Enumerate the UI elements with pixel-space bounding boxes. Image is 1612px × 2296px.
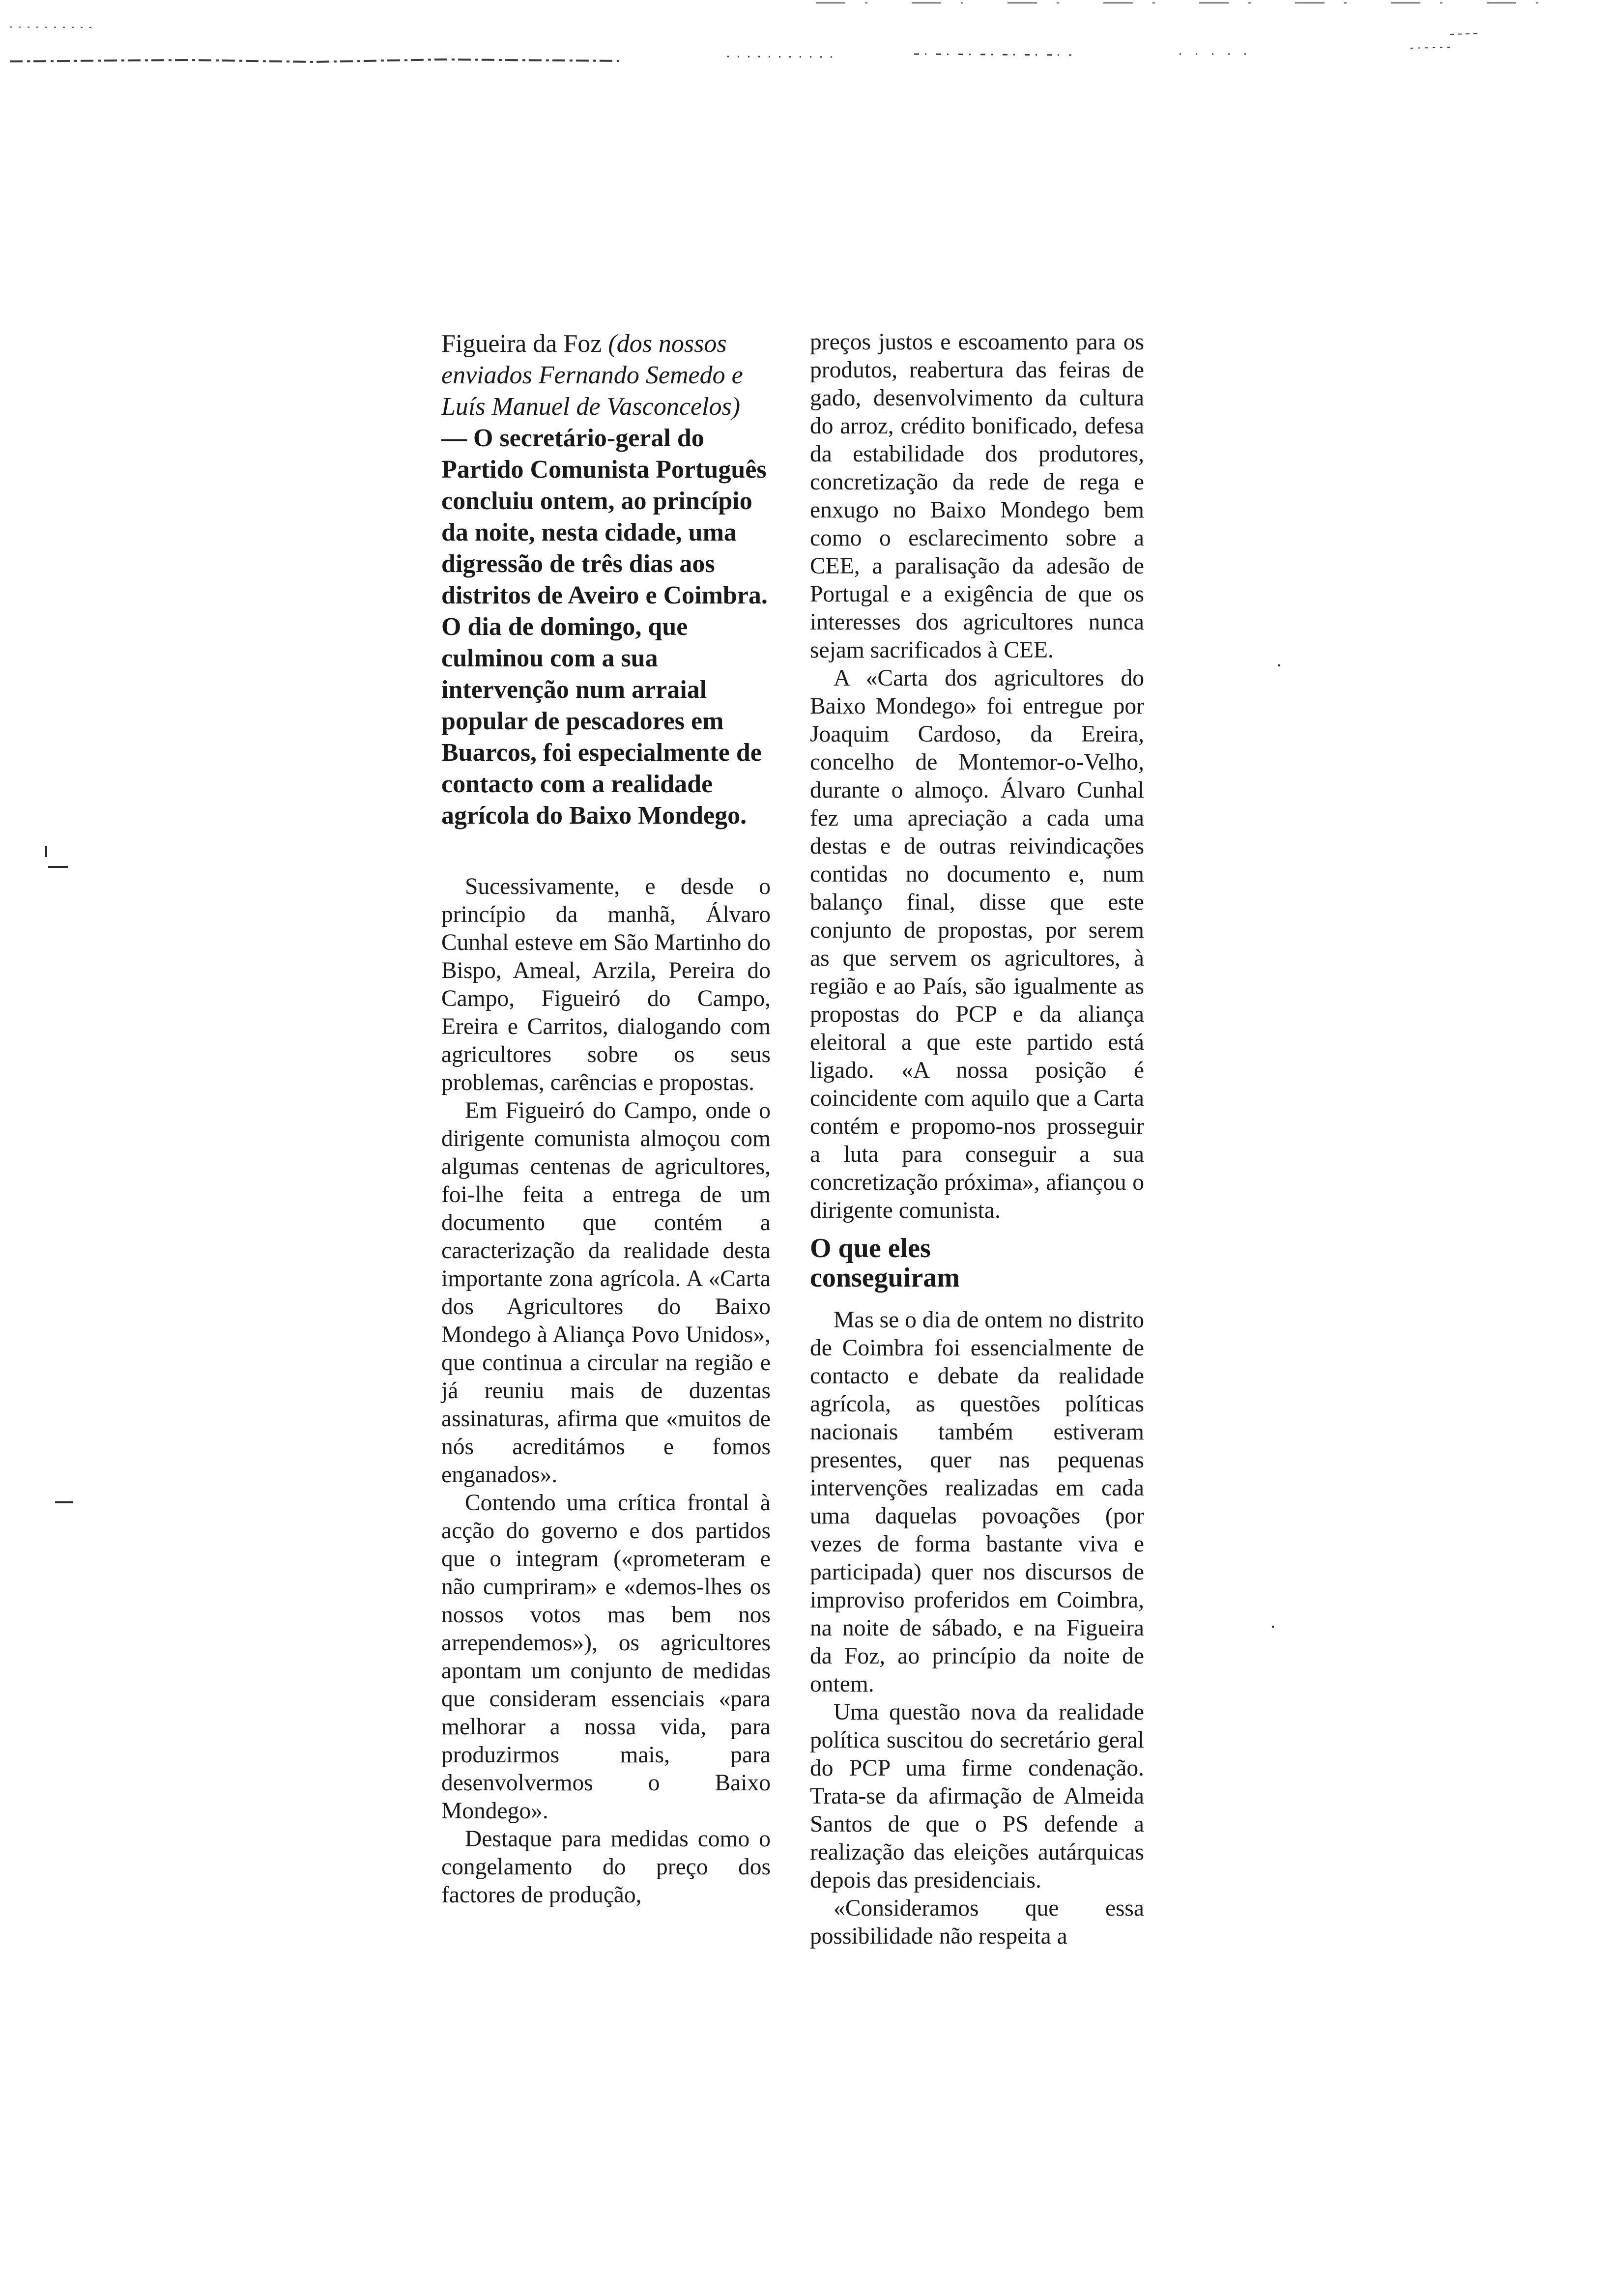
scan-speck [1272,1626,1274,1628]
body-paragraph: A «Carta dos agricultores do Baixo Mondego» foi entregue por Joaquim Cardoso, da Ereira, concelho de Montemor-o-Velho, durante o almoço. Álvaro Cunhal fez uma apreciação a cada uma destas e de outras reivindicações contidas no documento e, num balanço final, disse que este conjunto de propostas, por serem as que servem os agricultores, à região e ao País, são igualmente as propostas do PCP e da aliança eleitoral a que este partido está ligado. «A nossa posição é coincidente com aquilo que a Carta contém e propomo-nos prosseguir a luta para conseguir a sua concretização próxima», afiançou o dirigente comunista. [810,665,1144,1223]
scan-speck [45,846,47,857]
scan-speck [55,1501,73,1503]
body-paragraph: Em Figueiró do Campo, onde o dirigente comunista almoçou com algumas centenas de agricultores, foi-lhe feita a entrega de um documento que contém a caracterização da realidade desta importante zona agrícola. A «Carta dos Agricultores do Baixo Mondego à Aliança Povo Unidos», que continua a circular na região e já reuniu mais de duzentas assinaturas, afirma que «muitos de nós acreditámos e fomos enganados». [441,1098,771,1488]
lead-paragraph [441,328,771,832]
lead-text: O secretário-geral do Partido Comunista Português concluiu ontem, ao princípio da noite, nesta cidade, uma digressão de três dias aos distritos de Aveiro e Coimbra. O dia de domingo, que culminou com a sua intervenção num arraial popular de pescadores em Buarcos, foi especialmente de contacto com a realidade agrícola do Baixo Mondego. [441,424,768,830]
body-paragraph: preços justos e escoamento para os produtos, reabertura das feiras de gado, desenvolvimento da cultura do arroz, crédito bonificado, defesa da estabilidade dos produtores, concretização da rede de rega e enxugo no Baixo Mondego bem como o esclarecimento sobre a CEE, a paralisação da adesão de Portugal e a exigência de que os interesses dos agricultores nunca sejam sacrificados à CEE. [810,329,1144,663]
section-subheading: O que eles conseguiram [810,1233,960,1293]
article-column-left [441,328,771,1909]
body-paragraph: «Consideramos que essa possibilidade não respeita a [810,1895,1144,1949]
body-paragraph: Destaque para medidas como o congelamento do preço dos factores de produção, [441,1826,771,1908]
scan-speck [48,866,68,868]
body-paragraph: Uma questão nova da realidade política suscitou do secretário geral do PCP uma firme condenação. Trata-se da afirmação de Almeida Santos de que o PS defende a realização das eleições autárquicas depois das presidenciais. [810,1699,1144,1893]
scan-speck [1278,664,1280,666]
body-paragraph: Mas se o dia de ontem no distrito de Coimbra foi essencialmente de contacto e debate da realidade agrícola, as questões políticas nacionais também estiveram presentes, quer nas pequenas intervenções realizadas em cada uma daquelas povoações (por vezes de forma bastante viva e participada) quer nos discursos de improviso proferidos em Coimbra, na noite de sábado, e na Figueira da Foz, ao princípio da noite de ontem. [810,1307,1144,1697]
lead-dash: — [441,424,473,452]
body-paragraph: Contendo uma crítica frontal à acção do governo e dos partidos que o integram («prometeram e não cumpriram» e «demos-lhes os nossos votos mas bem nos arrependemos»), os agricultores apontam um conjunto de medidas que consideram essenciais «para melhorar a nossa vida, para produzirmos mais, para desenvolvermos o Baixo Mondego». [441,1490,771,1824]
body-paragraph: Sucessivamente, e desde o princípio da manhã, Álvaro Cunhal esteve em São Martinho do Bispo, Ameal, Arzila, Pereira do Campo, Figueiró do Campo, Ereira e Carritos, dialogando com agricultores sobre os seus problemas, carências e propostas. [441,874,771,1095]
dateline-place: Figueira da Foz [441,330,602,358]
byline-credit: (dos nossos enviados Fernando Semedo e Luís Manuel de Vasconcelos) [441,330,743,421]
article-column-right [810,328,1144,1951]
scan-edge-noise [0,0,1612,69]
